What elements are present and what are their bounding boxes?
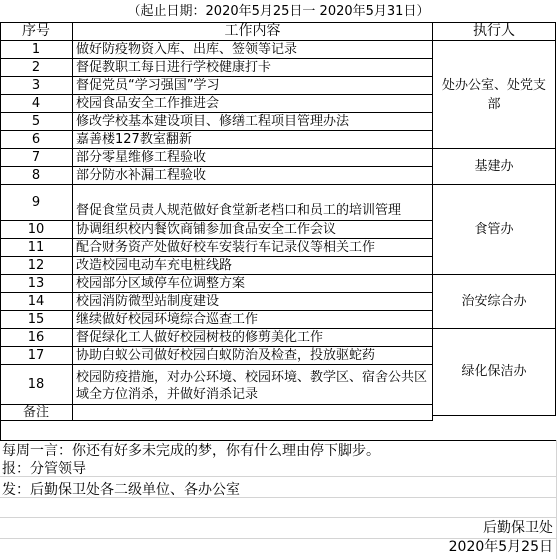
report-to: 报：分管领导 bbox=[2, 461, 86, 477]
distribute-to: 发：后勤保卫处各二级单位、各办公室 bbox=[2, 482, 240, 498]
row-content: 校园消防微型站制度建设 bbox=[76, 293, 220, 309]
table-border bbox=[0, 274, 556, 275]
row-content: 督促党员“学习强国”学习 bbox=[76, 77, 220, 93]
owner-canteen: 食管办 bbox=[474, 221, 514, 237]
table-border bbox=[0, 166, 433, 167]
table-border bbox=[432, 22, 433, 421]
table-border bbox=[0, 310, 433, 311]
row-content: 改造校园电动车充电桩线路 bbox=[76, 257, 233, 273]
row-serial: 2 bbox=[31, 59, 41, 75]
row-serial: 15 bbox=[27, 311, 45, 327]
row-serial: 11 bbox=[27, 239, 45, 255]
row-serial: 13 bbox=[27, 275, 45, 291]
issuing-office: 后勤保卫处 bbox=[483, 520, 553, 536]
table-border bbox=[0, 112, 433, 113]
table-border bbox=[433, 415, 556, 416]
header-owner: 执行人 bbox=[473, 23, 515, 39]
table-border bbox=[0, 220, 433, 221]
row-serial: 18 bbox=[27, 376, 45, 392]
row-serial: 4 bbox=[31, 95, 41, 111]
owner-construction: 基建办 bbox=[474, 158, 514, 174]
row-content: 督促绿化工人做好校园树枝的修剪美化工作 bbox=[76, 329, 324, 345]
row-content: 校园防疫措施，对办公环境、校园环境、教学区、宿舍公共区域全方位消杀，并做好消杀记录 bbox=[76, 370, 428, 402]
owner-office: 处办公室、处党支部 bbox=[441, 77, 546, 112]
table-border bbox=[0, 22, 556, 23]
row-serial: 1 bbox=[31, 41, 41, 57]
owner-security: 治安综合办 bbox=[461, 293, 527, 309]
grid-line bbox=[0, 517, 557, 518]
schedule-title: （起止日期：2020年5月25日一 2020年5月31日） bbox=[127, 4, 430, 19]
header-content: 工作内容 bbox=[224, 23, 281, 39]
table-border bbox=[0, 58, 433, 59]
row-serial: 14 bbox=[27, 293, 45, 309]
row-serial: 16 bbox=[27, 329, 45, 345]
row-content: 督促食堂员责人规范做好食堂新老档口和员工的培训管理 bbox=[76, 203, 402, 218]
table-border bbox=[0, 440, 556, 441]
table-border bbox=[0, 130, 433, 131]
table-border bbox=[555, 22, 556, 416]
table-border bbox=[72, 22, 73, 421]
table-border bbox=[0, 94, 433, 95]
table-border bbox=[0, 346, 433, 347]
row-content: 配合财务资产处做好校车安装行车记录仪等相关工作 bbox=[76, 239, 376, 255]
table-border bbox=[0, 184, 556, 185]
row-content: 协助白蚁公司做好校园白蚁防治及检查，投放驱蛇药 bbox=[76, 347, 376, 363]
weekly-quote: 每周一言：你还有好多未完成的梦，你有什么理由停下脚步。 bbox=[2, 443, 380, 459]
row-serial: 6 bbox=[31, 131, 41, 147]
row-content: 做好防疫物资入库、出库、签领等记录 bbox=[76, 41, 298, 57]
row-serial: 12 bbox=[27, 257, 45, 273]
row-serial: 9 bbox=[31, 194, 41, 210]
row-serial: 3 bbox=[31, 77, 41, 93]
row-content: 部分防水补漏工程验收 bbox=[76, 167, 207, 183]
table-border bbox=[0, 328, 556, 329]
row-content: 修改学校基本建设项目、修缮工程项目管理办法 bbox=[76, 113, 350, 129]
row-serial: 17 bbox=[27, 347, 45, 363]
row-content: 校园部分区域停车位调整方案 bbox=[76, 275, 246, 291]
remark-label: 备注 bbox=[22, 404, 49, 420]
table-border bbox=[0, 404, 433, 405]
row-content: 督促教职工每日进行学校健康打卡 bbox=[76, 59, 272, 75]
owner-greening: 绿化保洁办 bbox=[461, 364, 527, 379]
table-border bbox=[0, 40, 556, 41]
table-border bbox=[0, 420, 433, 421]
row-content: 校园食品安全工作推进会 bbox=[76, 95, 220, 111]
table-border bbox=[0, 256, 433, 257]
table-border bbox=[0, 22, 1, 441]
row-content: 部分零星维修工程验收 bbox=[76, 149, 207, 165]
row-content: 协调组织校内餐饮商铺参加食品安全工作会议 bbox=[76, 221, 337, 237]
issue-date: 2020年5月25日 bbox=[448, 539, 553, 555]
table-border bbox=[0, 148, 556, 149]
table-border bbox=[0, 292, 433, 293]
table-border bbox=[0, 238, 433, 239]
row-serial: 8 bbox=[31, 167, 41, 183]
row-serial: 5 bbox=[31, 113, 41, 129]
table-border bbox=[0, 364, 433, 365]
table-border bbox=[0, 76, 433, 77]
row-serial: 7 bbox=[31, 149, 41, 165]
row-content: 嘉善楼127教室翻新 bbox=[76, 131, 192, 147]
header-serial: 序号 bbox=[22, 23, 50, 39]
row-serial: 10 bbox=[27, 221, 45, 237]
row-content: 继续做好校园环境综合巡查工作 bbox=[76, 311, 259, 327]
